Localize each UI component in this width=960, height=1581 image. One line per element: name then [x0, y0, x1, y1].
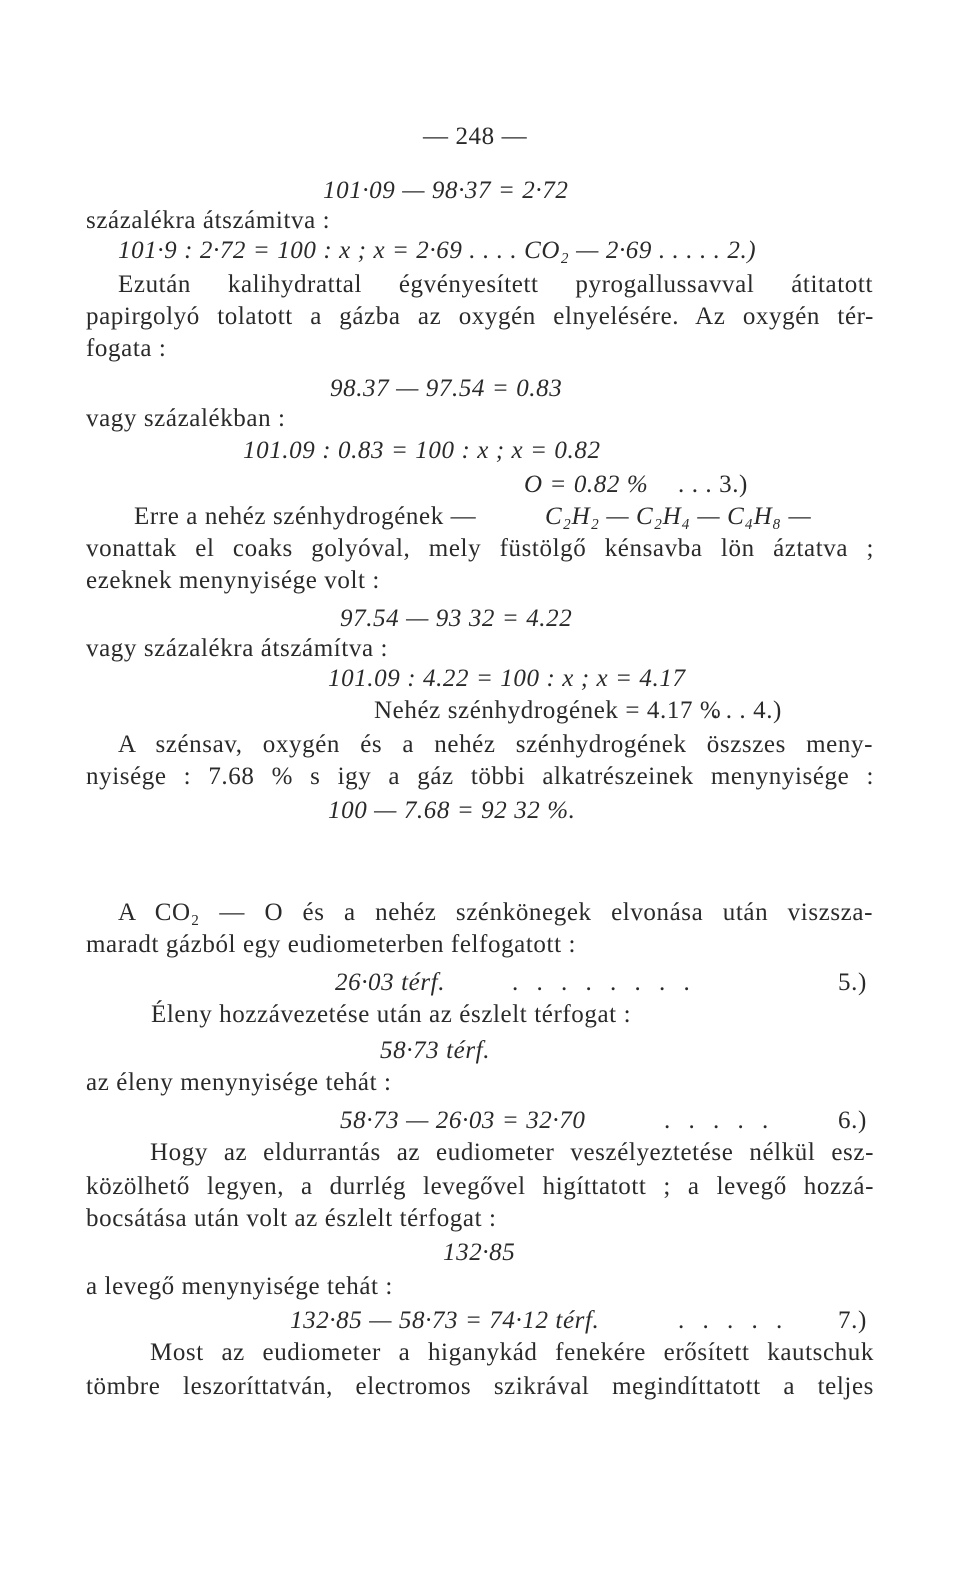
- equation-line: 98.37 — 97.54 = 0.83: [330, 375, 563, 402]
- text-line: vagy százalékban :: [86, 405, 286, 432]
- enumeration-marker: . . . 4.): [712, 697, 782, 724]
- equation-line: 97.54 — 93 32 = 4.22: [340, 605, 573, 632]
- text-line: Ezután kalihydrattal égvényesített pyrogallussavval átitatott: [118, 271, 873, 298]
- equation-line: 101·9 : 2·72 = 100 : x ; x = 2·69 . . . . CO₂ — 2·69 . . . . . 2.): [118, 237, 757, 264]
- equation-line: 100 — 7.68 = 92 32 %.: [328, 797, 576, 824]
- text-line: A szénsav, oxygén és a nehéz szénhydrogének öszszes meny-: [118, 731, 873, 758]
- enumeration-marker: 7.): [838, 1307, 867, 1334]
- text-line: fogata :: [86, 335, 167, 362]
- equation-line: 58·73 — 26·03 = 32·70: [340, 1107, 586, 1134]
- text-line: az éleny menynyisége tehát :: [86, 1069, 392, 1096]
- enumeration-marker: . . . 3.): [678, 471, 748, 498]
- text-line: A CO₂ — O és a nehéz szénkönegek elvonása után viszsza-: [118, 899, 873, 926]
- measurement-value: 26·03 térf.: [335, 969, 446, 996]
- text-line: Nehéz szénhydrogének = 4.17 %: [374, 697, 722, 724]
- text-line: tömbre leszoríttatván, electromos szikrával megindíttatott a teljes: [86, 1373, 874, 1400]
- text-line: Éleny hozzávezetése után az észlelt térfogat :: [151, 1001, 632, 1028]
- leader-dots: . . . . .: [664, 1107, 775, 1134]
- text-line: ezeknek menynyisége volt :: [86, 567, 380, 594]
- measurement-value: 58·73 térf.: [380, 1037, 491, 1064]
- equation-line: 132·85 — 58·73 = 74·12 térf.: [290, 1307, 600, 1334]
- text-line: nyisége : 7.68 % s igy a gáz többi alkatrészeinek menynyisége :: [86, 763, 874, 790]
- equation-line: 101·09 — 98·37 = 2·72: [323, 177, 569, 204]
- enumeration-marker: 6.): [838, 1107, 867, 1134]
- text-line: Most az eudiometer a higanykád fenekére erősített kautschuk: [150, 1339, 874, 1366]
- page-number: — 248 —: [423, 123, 528, 150]
- text-line: Hogy az eldurrantás az eudiometer veszélyeztetése nélkül esz-: [150, 1139, 874, 1166]
- measurement-value: 132·85: [443, 1239, 516, 1266]
- text-line: bocsátása után volt az észlelt térfogat :: [86, 1205, 497, 1232]
- text-line: papirgolyó tolatott a gázba az oxygén elnyelésére. Az oxygén tér-: [86, 303, 874, 330]
- text-line: százalékra átszámitva :: [86, 207, 331, 234]
- text-line: közölhető legyen, a durrlég levegővel higíttatott ; a levegő hozzá-: [86, 1173, 874, 1200]
- text-line: Erre a nehéz szénhydrogének —: [134, 503, 477, 530]
- formula-inline: C₂H₂ — C₂H₄ — C₄H₈ —: [545, 503, 812, 530]
- text-line: a levegő menynyisége tehát :: [86, 1273, 393, 1300]
- equation-line: 101.09 : 4.22 = 100 : x ; x = 4.17: [328, 665, 686, 692]
- equation-line: 101.09 : 0.83 = 100 : x ; x = 0.82: [243, 437, 601, 464]
- text-line: maradt gázból egy eudiometerben felfogatott :: [86, 931, 577, 958]
- enumeration-marker: 5.): [838, 969, 867, 996]
- text-line: vonattak el coaks golyóval, mely füstölgő kénsavba lön áztatva ;: [86, 535, 874, 562]
- leader-dots: . . . . .: [678, 1307, 789, 1334]
- equation-line: O = 0.82 %: [524, 471, 649, 498]
- leader-dots: . . . . . . . .: [512, 969, 696, 996]
- text-line: vagy százalékra átszámítva :: [86, 635, 389, 662]
